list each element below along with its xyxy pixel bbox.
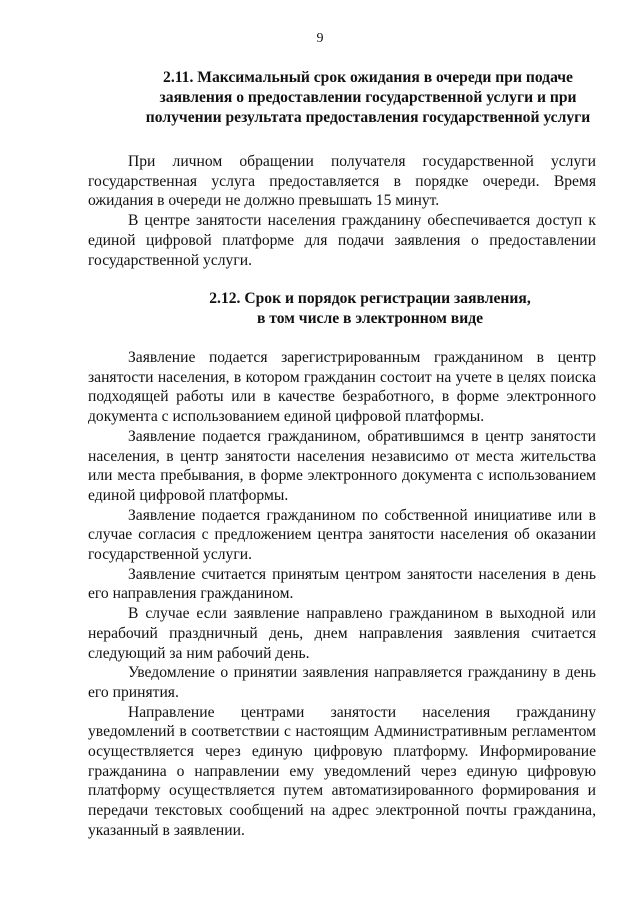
section-2-12-heading bbox=[150, 289, 590, 329]
section-2-11-body bbox=[88, 152, 596, 270]
heading-line: заявления о предоставлении государственной услуги и при bbox=[159, 89, 577, 106]
heading-line: в том числе в электронном виде bbox=[256, 310, 484, 327]
paragraph: Заявление подается гражданином, обратившимся в центр занятости населения, в центр занятости населения независимо от места жительства или места пребывания, в форме электронного документа с использованием единой цифровой платформы. bbox=[88, 427, 596, 504]
heading-line: 2.11. Максимальный срок ожидания в очереди при подаче bbox=[163, 69, 573, 86]
paragraph: В случае если заявление направлено гражданином в выходной или нерабочий праздничный день, днем направления заявления считается следующий за ним рабочий день. bbox=[88, 605, 596, 662]
heading-line: 2.12. Срок и порядок регистрации заявления, bbox=[209, 290, 531, 307]
paragraph: Заявление подается зарегистрированным гражданином в центр занятости населения, в котором гражданин состоит на учете в целях поиска подходящей работы или в качестве безработного, в форме электронного документа с использованием единой цифровой платформы. bbox=[88, 349, 596, 426]
paragraph: Заявление считается принятым центром занятости населения в день его направления гражданином. bbox=[88, 565, 596, 603]
paragraph: Направление центрами занятости населения гражданину уведомлений в соответствии с настоящим Административным регламентом осуществляется через единую цифровую платформу. Информирование гражданина о направлении ему уведомлений через единую цифровую платформу осуществляется путем автоматизированного формирования и передачи текстовых сообщений на адрес электронной почты гражданина, указанный в заявлении. bbox=[88, 703, 596, 839]
paragraph: Заявление подается гражданином по собственной инициативе или в случае согласия с предложением центра занятости населения об оказании государственной услуги. bbox=[88, 506, 596, 564]
page-number: 9 bbox=[316, 31, 324, 46]
paragraph: В центре занятости населения гражданину обеспечивается доступ к единой цифровой платформе для подачи заявления о предоставлении государственной услуги. bbox=[88, 212, 596, 269]
section-2-12-body bbox=[88, 348, 596, 841]
paragraph: При личном обращении получателя государственной услуги государственная услуга предоставляется в порядке очереди. Время ожидания в очереди не должно превышать 15 минут. bbox=[88, 153, 596, 210]
section-2-11-heading bbox=[138, 68, 598, 128]
paragraph: Уведомление о принятии заявления направляется гражданину в день его принятия. bbox=[88, 664, 596, 701]
heading-line: получении результата предоставления государственной услуги bbox=[145, 109, 591, 126]
